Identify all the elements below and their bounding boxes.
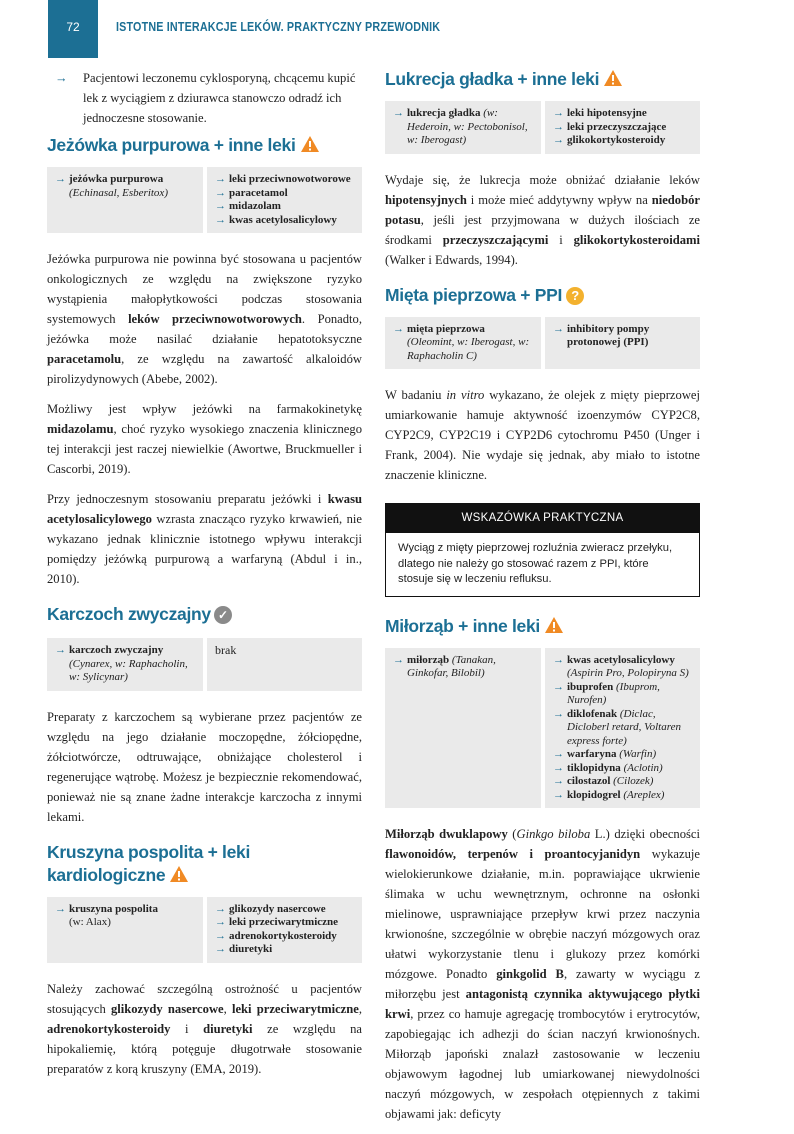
drug-note: (Ibuprom, Nurofen) xyxy=(567,680,660,706)
bold-term: niedobór potasu xyxy=(385,192,700,227)
bold-term: midazolamu xyxy=(47,422,114,436)
text-run: ( xyxy=(507,827,517,841)
arrow-right-icon: → xyxy=(553,775,564,787)
interaction-table-licorice xyxy=(385,101,700,154)
text-run: Należy zachować szczególną ostrożność u pacjentów stosujących xyxy=(47,981,362,1016)
drug-note: (Aclotin) xyxy=(623,761,663,774)
section-heading-artichoke xyxy=(47,603,362,626)
arrow-right-icon: → xyxy=(215,200,226,212)
bold-term: leków przeciwnowotworowych xyxy=(128,312,302,326)
page-number-box xyxy=(48,0,98,58)
question-circle-icon: ? xyxy=(566,287,584,305)
interaction-table-echinacea xyxy=(47,167,362,233)
herb-name: karczoch zwyczajny xyxy=(69,644,164,656)
drug-item xyxy=(553,748,694,762)
bold-term: przeczyszczającymi xyxy=(442,232,549,247)
drug-name: diuretyki xyxy=(229,943,273,955)
drug-name: warfaryna xyxy=(567,748,617,760)
herb-name: miłorząb xyxy=(407,653,450,666)
drug-name: klopidogrel xyxy=(567,788,621,801)
text-run: , xyxy=(358,1001,362,1016)
herb-note: (w: Alax) xyxy=(69,916,111,928)
bold-term: ginkgolid B xyxy=(496,967,564,981)
italic-term: in vitro xyxy=(446,388,485,402)
arrow-right-icon: → xyxy=(553,107,564,119)
drug-name: diklofenak xyxy=(567,707,618,720)
text-run: , xyxy=(223,1001,232,1016)
arrow-right-icon: → xyxy=(393,107,404,119)
no-interactions-text: brak xyxy=(215,643,237,657)
drug-name: glikozydy nasercowe xyxy=(229,902,326,915)
bold-term: kwasu acetylosalicylowego xyxy=(47,492,362,526)
herb-cell xyxy=(385,317,541,370)
drug-item xyxy=(215,943,356,957)
warning-triangle-icon xyxy=(169,865,189,883)
drug-note: (Aspirin Pro, Polopiryna S) xyxy=(567,667,689,679)
herb-item xyxy=(393,654,535,681)
text-run: Wydaje się, że lukrecja może obniżać działanie leków xyxy=(385,172,700,187)
drug-name: adrenokortykosteroidy xyxy=(229,929,337,942)
drug-note: (Warfin) xyxy=(619,748,657,760)
drug-name: leki przeczyszczające xyxy=(567,120,667,133)
intro-bullet-text: Pacjentowi leczonemu cyklosporyną, chcącemu kupić lek z wyciągiem z dziurawca stanowczo odradź ich jednoczesne stosowanie. xyxy=(83,71,356,125)
arrow-right-icon: → xyxy=(393,322,404,335)
interaction-table-buckthorn xyxy=(47,897,362,963)
right-column xyxy=(385,68,700,1134)
section-heading-peppermint xyxy=(385,284,700,307)
heading-text: Miłorząb + inne leki xyxy=(385,615,540,636)
arrow-right-icon: → xyxy=(553,748,564,760)
heading-text: Lukrecja gładka + inne leki xyxy=(385,69,600,89)
herb-cell xyxy=(47,638,203,691)
bold-term: leki przeciwarytmiczne xyxy=(231,1001,359,1016)
bold-term: hipotensyjnych xyxy=(385,192,467,207)
herb-note: (Echinasal, Esberitox) xyxy=(69,186,168,199)
page-number: 72 xyxy=(66,20,80,34)
drug-item xyxy=(553,789,694,803)
text-run: Przy jednoczesnym stosowaniu preparatu jeżówki i xyxy=(47,492,328,506)
herb-cell xyxy=(385,648,541,809)
warning-triangle-icon xyxy=(603,69,623,87)
warning-triangle-icon xyxy=(300,135,320,153)
text-run: Jeżówka purpurowa nie powinna być stosowana u pacjentów onkologicznych ze względu na zwiększone ryzyko wystąpienia małopłytkowości podczas stosowania systemowych xyxy=(47,252,362,326)
arrow-right-icon: → xyxy=(215,902,226,915)
herb-note: (Cynarex, w: Raphacholin, w: Sylicynar) xyxy=(69,657,188,683)
paragraph xyxy=(385,385,700,485)
drug-item xyxy=(215,200,356,214)
drug-item xyxy=(553,323,694,350)
herb-cell xyxy=(47,167,203,233)
arrow-right-icon: → xyxy=(553,680,564,693)
drug-item xyxy=(553,107,694,121)
paragraph xyxy=(47,249,362,389)
text-run: L.) dzięki obecności xyxy=(590,827,700,841)
interaction-table-artichoke xyxy=(47,638,362,691)
text-run: . Ponadto, jeżówka może nasilać działanie hepatotoksyczne xyxy=(47,312,362,346)
arrow-right-icon: → xyxy=(553,322,564,335)
section-heading-buckthorn xyxy=(47,841,362,887)
text-run: , zawarty w wyciągu z miłorzębu jest xyxy=(385,967,701,1001)
check-circle-icon: ✓ xyxy=(214,606,232,624)
drugs-cell xyxy=(207,167,362,233)
arrow-right-icon: → xyxy=(215,929,226,942)
drugs-cell xyxy=(207,638,362,691)
paragraph xyxy=(47,399,362,479)
text-run: i może mieć addytywny wpływ na xyxy=(466,192,652,207)
arrow-right-icon: → xyxy=(55,71,68,85)
arrow-right-icon: → xyxy=(215,943,226,955)
drug-item xyxy=(215,187,356,201)
heading-text: Jeżówka purpurowa + inne leki xyxy=(47,135,296,155)
drug-item xyxy=(215,930,356,944)
text-run: ze względu na hipokaliemię, którą potęguje długotrwałe stosowanie preparatów z korą kruszyny (EMA, 2019). xyxy=(47,1021,362,1076)
bold-term: glikozydy nasercowe xyxy=(110,1001,224,1016)
drug-item xyxy=(553,708,694,749)
drug-name: ibuprofen xyxy=(567,680,614,693)
bold-term: antagonistą czynnika aktywującego płytki krwi xyxy=(385,987,700,1021)
drug-name: kwas acetylosalicylowy xyxy=(229,213,337,226)
interaction-table-peppermint xyxy=(385,317,700,370)
drug-name: kwas acetylosalicylowy xyxy=(567,653,675,666)
warning-triangle-icon xyxy=(544,616,564,634)
arrow-right-icon: → xyxy=(215,173,226,185)
intro-bullet xyxy=(47,68,362,128)
arrow-right-icon: → xyxy=(55,902,66,915)
heading-text: Karczoch zwyczajny xyxy=(47,604,211,624)
arrow-right-icon: → xyxy=(553,788,564,801)
herb-item xyxy=(55,903,197,930)
bold-term: paracetamolu xyxy=(47,352,122,366)
section-heading-licorice xyxy=(385,68,700,91)
drug-item xyxy=(553,762,694,776)
drug-item xyxy=(553,121,694,135)
herb-note: (Oleomint, w: Iberogast, w: Raphacholin C) xyxy=(407,336,530,362)
italic-term: Ginkgo biloba xyxy=(516,827,591,841)
bold-term: adrenokortykosteroidy xyxy=(47,1021,171,1036)
paragraph xyxy=(385,170,700,270)
drug-name: glikokortykosteroidy xyxy=(567,134,666,146)
text-run: , jeśli jest przyjmowana w dużych ilościach ze środkami xyxy=(385,212,700,247)
herb-note: (w: Hederoin, w: Pectobonisol, w: Iberogast) xyxy=(407,107,528,146)
running-header-title: ISTOTNE INTERAKCJE LEKÓW. PRAKTYCZNY PRZEWODNIK xyxy=(116,20,441,34)
arrow-right-icon: → xyxy=(553,653,564,666)
paragraph xyxy=(47,707,362,827)
herb-name: jeżówka purpurowa xyxy=(69,173,164,185)
text-run: wykazano, że olejek z mięty pieprzowej umiarkowanie hamuje aktywność izoenzymów CYP2C8, CYP2C9, CYP2C19 i CYP2D6 cytochromu P450 (Unger i Frank, 2004). Nie wydaje się jednak, aby miało to istotne znaczenie kliniczne. xyxy=(385,388,700,482)
text-run: , choć ryzyko wysokiego znaczenia klinicznego tej interakcji jest raczej niewielkie (Awortwe, Bruckmueller i Cascorbi, 2019). xyxy=(47,422,362,476)
drug-name: leki przeciwnowotworowe xyxy=(229,173,351,185)
herb-item xyxy=(55,644,197,685)
herb-name: kruszyna pospolita xyxy=(69,902,158,915)
bold-term: glikokortykosteroidami xyxy=(573,232,700,247)
drugs-cell xyxy=(545,317,700,370)
drug-name: leki hipotensyjne xyxy=(567,107,647,119)
text-run: , przez co hamuje agregację trombocytów i erytrocytów, zapobiegając ich adhezji do ścian naczyń krwionośnych. Miłorząb japoński znalazł zastosowanie w leczeniu objawowym łagodnej lub umiarkowanej niewydolności naczyń mózgowych, w zespołach otępiennych z takimi objawami jak: deficyty xyxy=(385,1007,700,1121)
tip-text: Wyciąg z mięty pieprzowej rozluźnia zwieracz przełyku, dlatego nie należy go stosować razem z PPI, które stosuje się w leczeniu refluksu. xyxy=(385,533,700,597)
drug-note: (Areplex) xyxy=(623,788,665,801)
practical-tip-box xyxy=(385,503,700,597)
drug-item xyxy=(215,173,356,187)
arrow-right-icon: → xyxy=(215,916,226,928)
drug-item xyxy=(215,916,356,930)
herb-item xyxy=(393,107,535,148)
paragraph xyxy=(385,824,700,1124)
drug-item xyxy=(553,681,694,708)
herb-name: mięta pieprzowa xyxy=(407,322,485,335)
section-heading-echinacea xyxy=(47,134,362,157)
section-heading-ginkgo xyxy=(385,615,700,638)
drug-name: midazolam xyxy=(229,200,281,212)
paragraph xyxy=(47,979,362,1079)
text-run: , ze względu na zawartość alkaloidów pirolizydynowych (Abebe, 2002). xyxy=(47,352,362,386)
arrow-right-icon: → xyxy=(553,707,564,720)
drug-item xyxy=(553,775,694,789)
drug-name: cilostazol xyxy=(567,775,611,787)
herb-cell xyxy=(385,101,541,154)
text-run: Preparaty z karczochem są wybierane przez pacjentów ze względu na jego działanie moczopędne, żółciopędne, żółciotwórcze, odtruwające, obniżające cholesterol i regenerujące wątrobę. Możesz je bezpiecznie rekomendować, ponieważ nie są znane żadne interakcje karczocha z innymi lekami. xyxy=(47,709,362,824)
heading-text: Kruszyna pospolita + leki xyxy=(47,841,251,862)
paragraph xyxy=(47,489,362,589)
text-run: (Walker i Edwards, 1994). xyxy=(385,252,518,267)
arrow-right-icon: → xyxy=(55,173,66,185)
drugs-cell xyxy=(207,897,362,963)
drugs-cell xyxy=(545,648,700,809)
text-run: wzrasta znacząco ryzyko krwawień, nie wykazano jednak klinicznie istotnego wpływu interakcji pomiędzy jeżówką purpurową a warfaryną (Abdul i in., 2010). xyxy=(47,512,362,586)
drug-item xyxy=(215,903,356,917)
arrow-right-icon: → xyxy=(55,644,66,656)
drug-item xyxy=(215,214,356,228)
drug-name: tiklopidyna xyxy=(567,761,621,774)
bold-term: flawonoidów, terpenów i proantocyjanidyn xyxy=(385,847,641,861)
drug-item xyxy=(553,134,694,148)
drugs-cell xyxy=(545,101,700,154)
text-run: i xyxy=(548,232,574,247)
herb-item xyxy=(55,173,197,200)
heading-text: Mięta pieprzowa + PPI xyxy=(385,284,563,305)
left-column xyxy=(47,68,362,1089)
drug-name: leki przeciwarytmiczne xyxy=(229,916,339,928)
text-run: W badaniu xyxy=(385,388,447,402)
tip-title: WSKAZÓWKA PRAKTYCZNA xyxy=(385,503,700,533)
herb-item xyxy=(393,323,535,364)
herb-name: lukrecja gładka xyxy=(407,107,481,119)
arrow-right-icon: → xyxy=(553,761,564,774)
herb-cell xyxy=(47,897,203,963)
arrow-right-icon: → xyxy=(215,213,226,226)
heading-text: kardiologiczne xyxy=(47,864,166,885)
bold-term: Miłorząb dwuklapowy xyxy=(385,827,508,841)
drug-item xyxy=(553,654,694,681)
herb-note: (Tanakan, Ginkofar, Bilobil) xyxy=(407,653,496,679)
text-run: wykazuje wielokierunkowe działanie, m.in. poprawiające ukrwienie ślimaka w uchu wewnętrznym, ochronne na osłonki mielinowe, usprawniające przepływ krwi przez naczynia krwionośne, szczególnie w obrębie naczyń mózgowych oraz ułatwi wykorzystanie tlenu i glukozy przez komórki mózgowe. Ponadto xyxy=(385,847,700,981)
drug-name: paracetamol xyxy=(229,186,288,199)
arrow-right-icon: → xyxy=(553,134,564,146)
text-run: Możliwy jest wpływ jeżówki na farmakokinetykę xyxy=(47,402,362,416)
arrow-right-icon: → xyxy=(393,653,404,666)
drug-note: (Diclac, Dicloberl retard, Voltaren express forte) xyxy=(567,707,681,747)
text-run: i xyxy=(170,1021,204,1036)
drug-note: (Cilozek) xyxy=(613,775,654,787)
drug-name: inhibitory pompy protonowej (PPI) xyxy=(567,322,650,348)
bold-term: diuretyki xyxy=(203,1021,253,1036)
arrow-right-icon: → xyxy=(553,120,564,133)
interaction-table-ginkgo xyxy=(385,648,700,809)
arrow-right-icon: → xyxy=(215,186,226,199)
